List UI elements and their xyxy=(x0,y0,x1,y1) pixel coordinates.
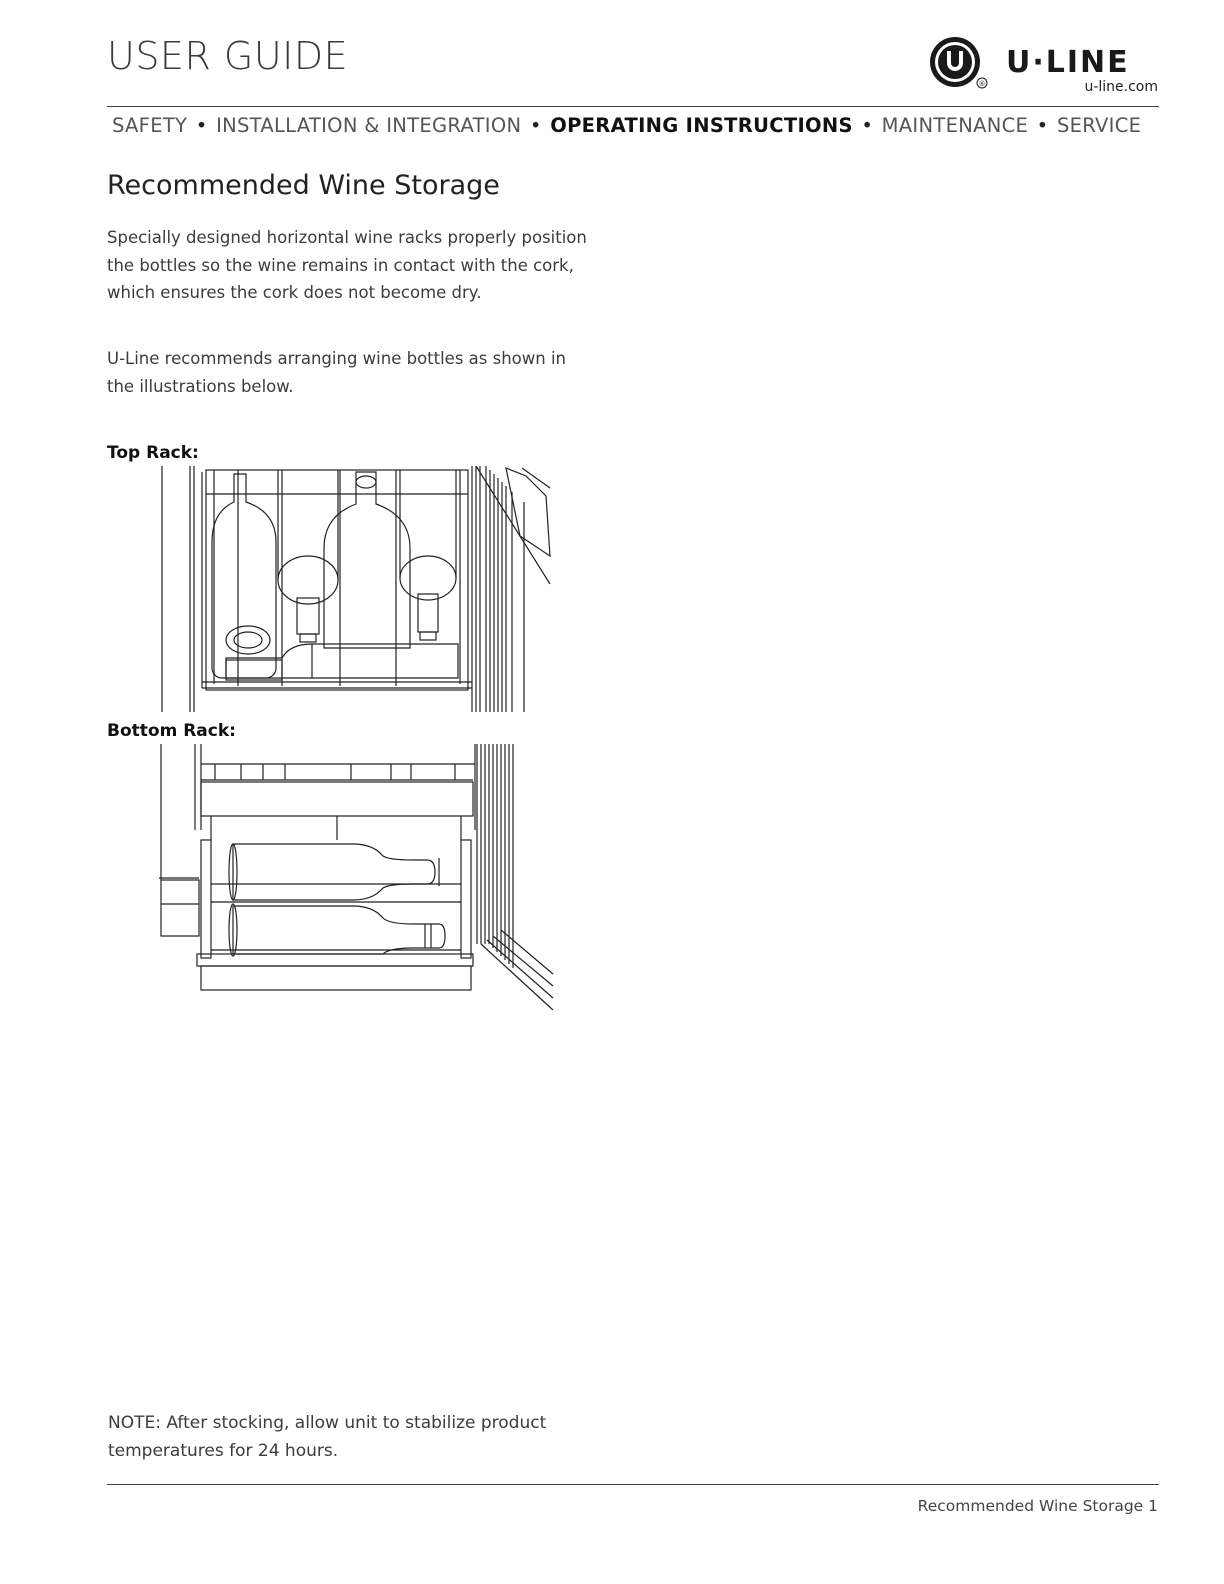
nav-separator: • xyxy=(1036,114,1049,137)
bottom-rack-label: Bottom Rack: xyxy=(107,721,236,741)
nav-item-operating-instructions: OPERATING INSTRUCTIONS xyxy=(550,114,853,137)
header-rule xyxy=(107,106,1159,107)
section-nav xyxy=(112,114,1141,137)
top-rack-illustration xyxy=(150,464,555,714)
footer-rule xyxy=(107,1484,1159,1485)
brand-wordmark: U·LINE xyxy=(1006,45,1130,80)
nav-item-installation: INSTALLATION & INTEGRATION xyxy=(216,114,522,137)
registered-mark: ® xyxy=(978,80,986,88)
brand-url: u-line.com xyxy=(1084,79,1158,95)
intro-paragraph: Specially designed horizontal wine racks properly position the bottles so the wine remains in contact with the cork, which ensures the cork does not become dry. xyxy=(107,228,587,302)
stocking-note: NOTE: After stocking, allow unit to stabilize product temperatures for 24 hours. xyxy=(108,1413,547,1461)
nav-item-safety: SAFETY xyxy=(112,114,188,137)
bottom-rack-illustration xyxy=(155,744,560,1014)
recommendation-paragraph: U-Line recommends arranging wine bottles as shown in the illustrations below. xyxy=(107,349,567,396)
nav-item-service: SERVICE xyxy=(1056,114,1142,137)
nav-item-maintenance: MAINTENANCE xyxy=(881,114,1029,137)
top-rack-label: Top Rack: xyxy=(107,443,199,463)
page-footer: Recommended Wine Storage 1 xyxy=(917,1497,1158,1515)
nav-separator: • xyxy=(861,114,874,137)
document-title: USER GUIDE xyxy=(107,34,349,78)
nav-separator: • xyxy=(529,114,542,137)
section-heading: Recommended Wine Storage xyxy=(107,170,500,201)
nav-separator: • xyxy=(195,114,208,137)
